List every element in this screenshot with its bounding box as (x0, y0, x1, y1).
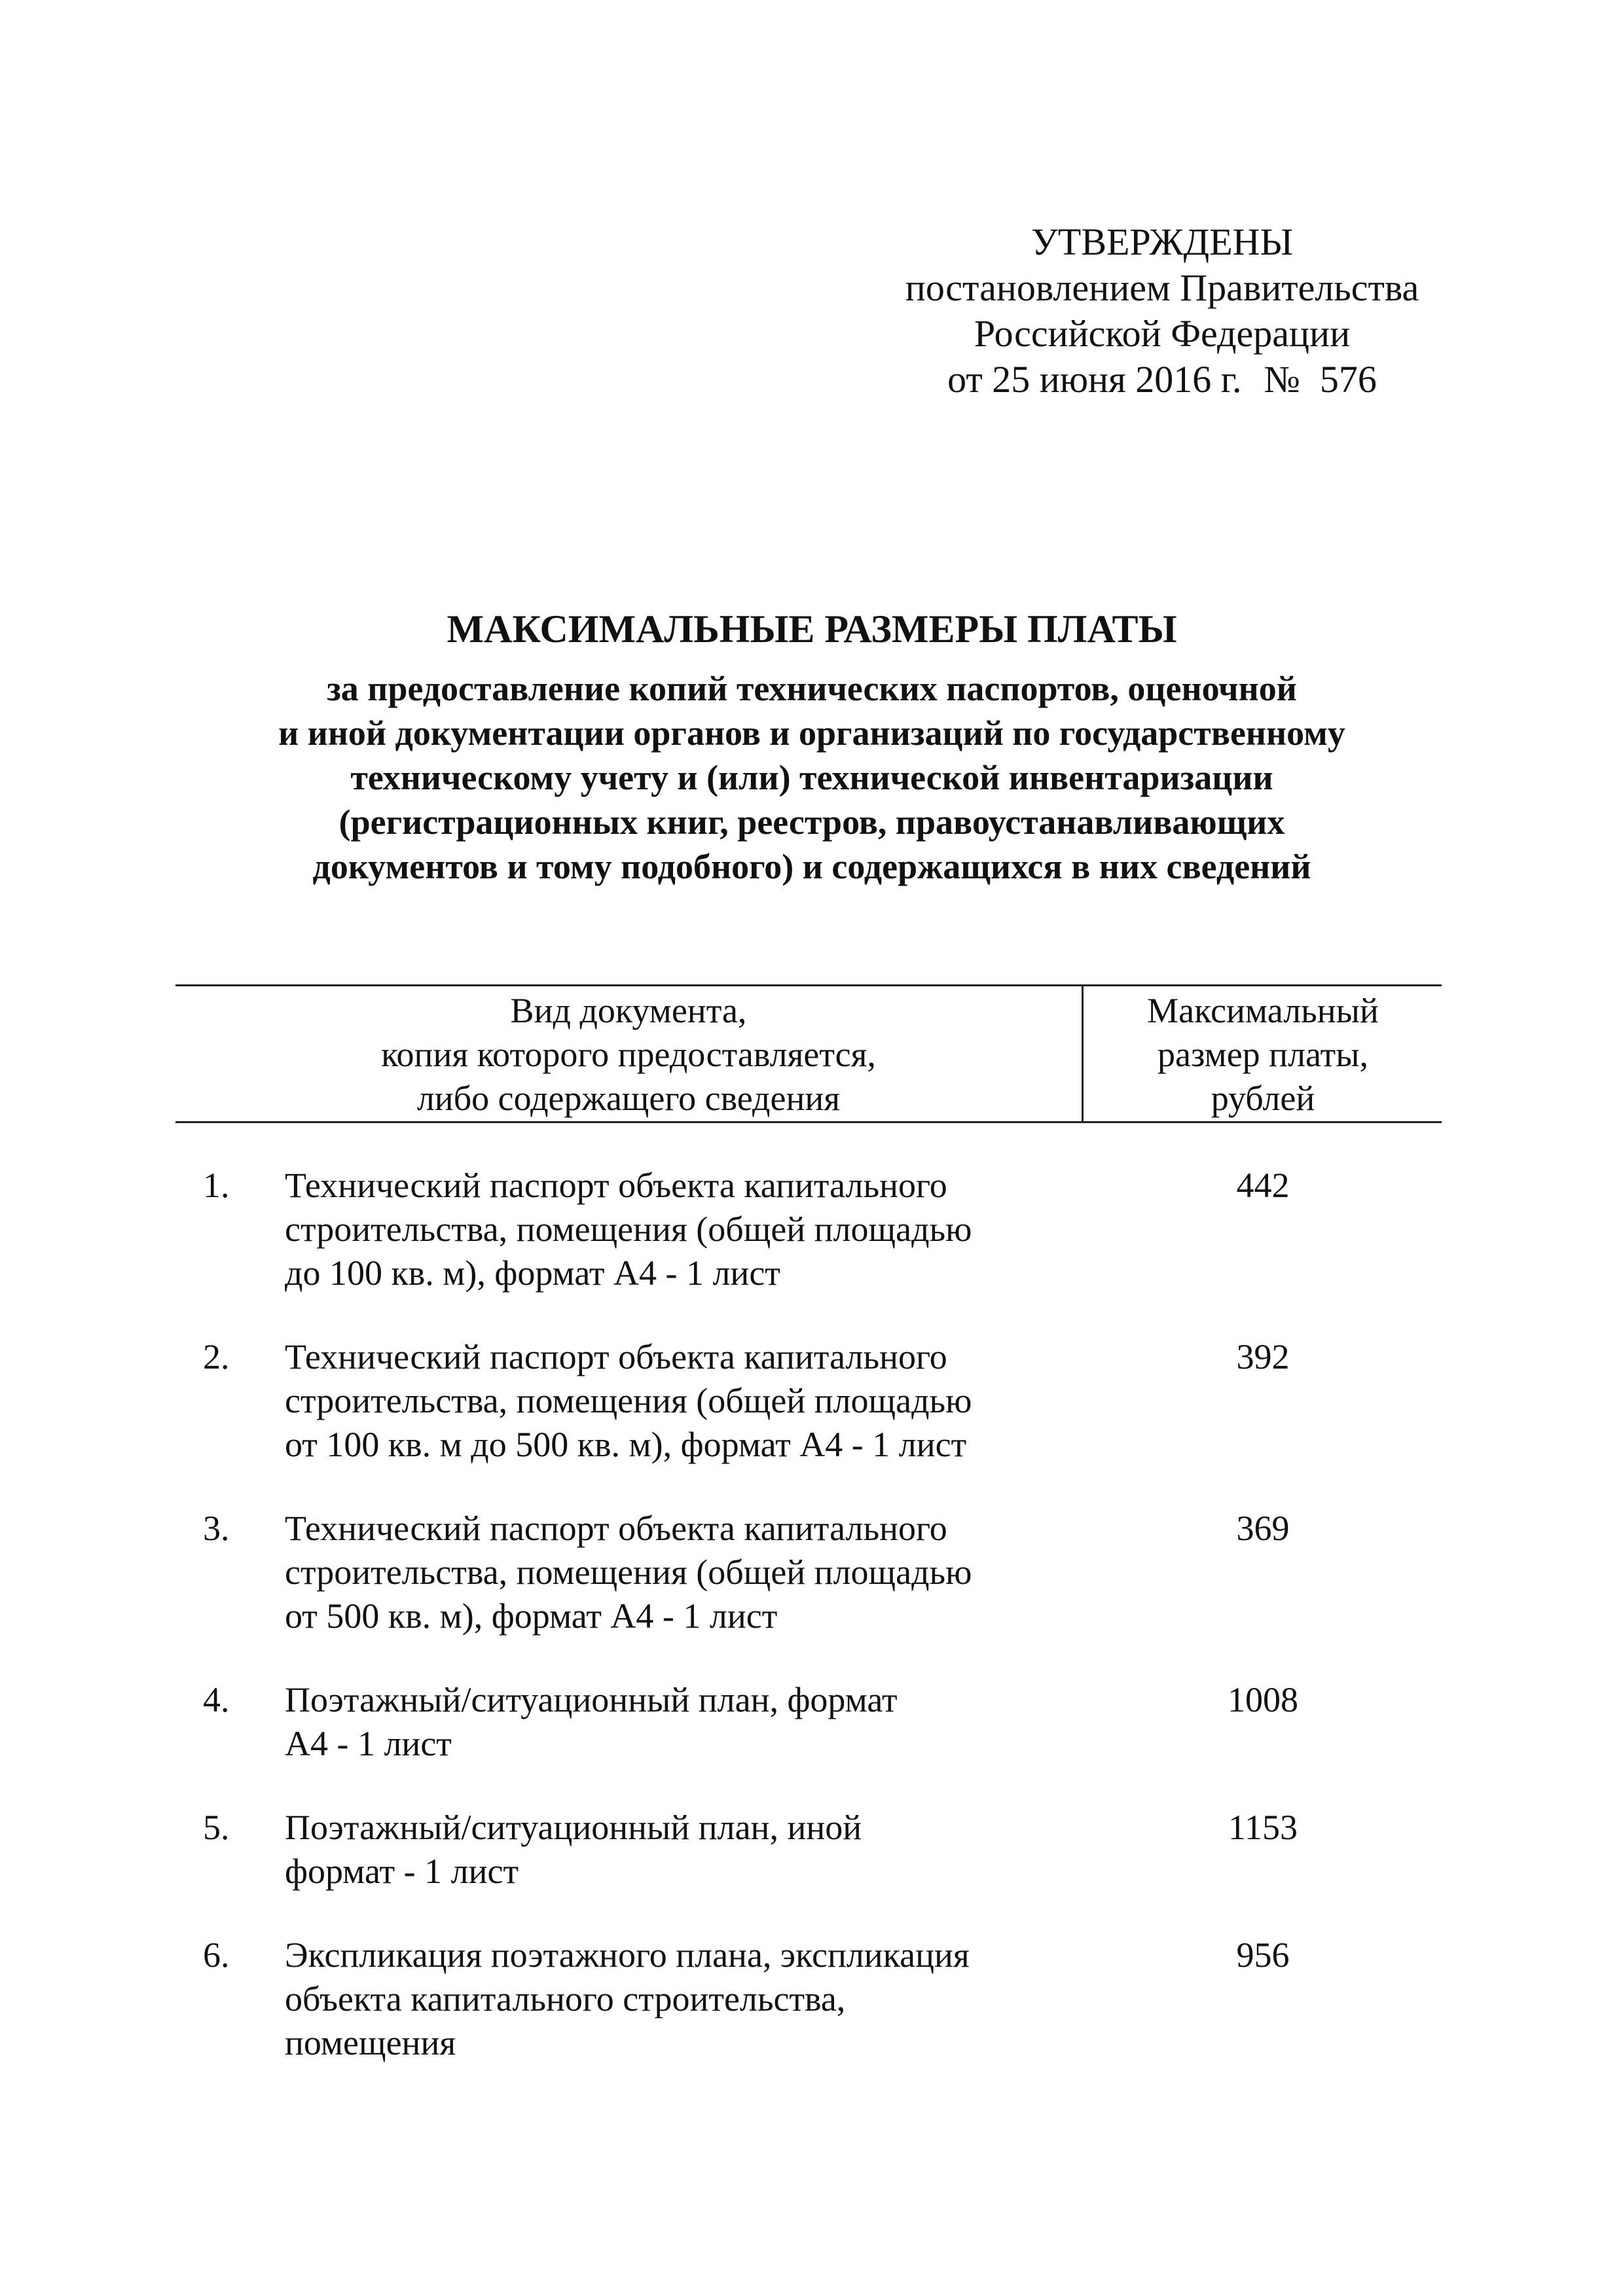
approval-line-2: Российской Федерации (974, 312, 1351, 355)
row-description (285, 1933, 1090, 2065)
row-description-line: А4 - 1 лист (285, 1724, 452, 1763)
approval-date-line (851, 357, 1473, 403)
header-left-line: Вид документа, (510, 991, 747, 1030)
approval-date: от 25 июня 2016 г. (947, 358, 1242, 401)
table-row (0, 1933, 1623, 2065)
table-row (0, 1507, 1623, 1638)
row-description-line: до 100 кв. м), формат А4 - 1 лист (285, 1253, 780, 1293)
header-left-line: либо содержащего сведения (416, 1079, 841, 1118)
table-row (0, 1335, 1623, 1467)
row-price: 956 (1236, 1935, 1290, 1975)
row-price: 392 (1236, 1337, 1290, 1376)
fee-table-body (0, 1164, 1623, 2105)
header-right-line: размер платы, (1158, 1035, 1368, 1074)
row-number: 5. (203, 1808, 230, 1847)
row-description-line: Технический паспорт объекта капитального (285, 1337, 947, 1376)
row-description-line: объекта капитального строительства, (285, 1979, 846, 2018)
row-price: 1008 (1228, 1680, 1298, 1719)
row-number: 1. (203, 1166, 230, 1205)
approval-heading: УТВЕРЖДЕНЫ (1030, 221, 1294, 263)
row-description-line: строительства, помещения (общей площадью (285, 1552, 972, 1592)
row-description (285, 1164, 1090, 1295)
document-title: МАКСИМАЛЬНЫЕ РАЗМЕРЫ ПЛАТЫ (447, 607, 1177, 651)
row-description (285, 1507, 1090, 1638)
subtitle-line: техническому учету и (или) технической инвентаризации (350, 758, 1273, 797)
approval-number: 576 (1319, 358, 1377, 401)
row-description-line: Поэтажный/ситуационный план, иной (285, 1808, 862, 1847)
row-description-line: Поэтажный/ситуационный план, формат (285, 1680, 898, 1719)
approval-block (851, 219, 1473, 403)
subtitle-line: и иной документации органов и организаций по государственному (278, 713, 1345, 753)
table-header-column-divider (1082, 986, 1084, 1122)
row-description-line: Экспликация поэтажного плана, экспликация (285, 1935, 970, 1975)
row-description-line: от 500 кв. м), формат А4 - 1 лист (285, 1596, 778, 1636)
table-row (0, 1164, 1623, 1295)
row-description (285, 1335, 1090, 1467)
row-description-line: от 100 кв. м до 500 кв. м), формат А4 - 1 лист (285, 1425, 967, 1464)
table-row (0, 1678, 1623, 1766)
row-description (285, 1678, 1090, 1766)
table-header-bottom-rule (175, 1121, 1442, 1123)
row-price: 1153 (1228, 1808, 1298, 1847)
header-right-line: Максимальный (1147, 991, 1379, 1030)
row-number: 4. (203, 1680, 230, 1719)
subtitle-line: за предоставление копий технических паспортов, оценочной (327, 669, 1297, 708)
row-description-line: Технический паспорт объекта капитального (285, 1509, 947, 1548)
header-right-line: рублей (1211, 1079, 1315, 1118)
header-left-line: копия которого предоставляется, (381, 1035, 876, 1074)
row-description-line: Технический паспорт объекта капитального (285, 1166, 947, 1205)
row-description-line: формат - 1 лист (285, 1852, 519, 1891)
row-price: 369 (1236, 1509, 1290, 1548)
row-price: 442 (1236, 1166, 1290, 1205)
table-top-rule (175, 984, 1442, 986)
table-header-max-fee (1084, 989, 1442, 1121)
row-description-line: помещения (285, 2023, 456, 2062)
row-description-line: строительства, помещения (общей площадью (285, 1381, 972, 1420)
document-subtitle (131, 666, 1493, 889)
row-description (285, 1806, 1090, 1893)
approval-number-sign: № (1264, 358, 1300, 401)
row-description-line: строительства, помещения (общей площадью (285, 1210, 972, 1249)
row-number: 6. (203, 1935, 230, 1975)
table-row (0, 1806, 1623, 1893)
row-number: 3. (203, 1509, 230, 1548)
approval-line-1: постановлением Правительства (905, 266, 1419, 309)
row-number: 2. (203, 1337, 230, 1376)
subtitle-line: (регистрационных книг, реестров, правоустанавливающих (338, 802, 1285, 842)
subtitle-line: документов и тому подобного) и содержащихся в них сведений (312, 847, 1311, 886)
table-header-document-type (177, 989, 1080, 1121)
